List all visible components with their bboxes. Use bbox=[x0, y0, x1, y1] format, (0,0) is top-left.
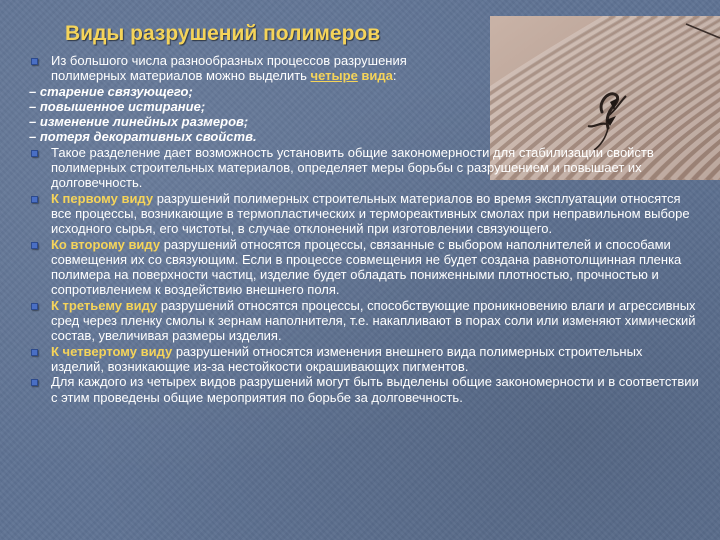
second-kind-paragraph bbox=[31, 237, 699, 298]
final-paragraph bbox=[31, 374, 699, 405]
third-kind-text: разрушений относятся процессы, способствующие проникновению влаги и агрессивных сред через пленку смолы к зернам наполнителя, т.е. накапливают в порах соли или изменяют химический состав, увеличивая размеры изделия. bbox=[51, 297, 696, 344]
fourth-kind-lead: К четвертому виду bbox=[51, 343, 173, 359]
intro-paragraph bbox=[31, 53, 699, 84]
square-bullet-icon bbox=[31, 349, 38, 356]
square-bullet-icon bbox=[31, 58, 38, 65]
second-kind-lead: Ко второму виду bbox=[51, 236, 161, 252]
square-bullet-icon bbox=[31, 303, 38, 310]
intro-text-3: : bbox=[392, 68, 397, 84]
first-kind-paragraph bbox=[31, 191, 699, 237]
general-text: Такое разделение дает возможность установить общие закономерности для стабилизации свойств полимерных строительных материалов, определяет меры борьбы с разрушением и повышает их долговечность. bbox=[51, 144, 654, 191]
intro-text-2: полимерных материалов можно выделить bbox=[51, 68, 311, 84]
slide-title: Виды разрушений полимеров bbox=[65, 22, 381, 45]
square-bullet-icon bbox=[31, 379, 38, 386]
dash-item-decorative: – потеря декоративных свойств. bbox=[29, 129, 257, 145]
dash-item-dimensions: – изменение линейных размеров; bbox=[29, 114, 249, 130]
first-kind-lead: К первому виду bbox=[51, 190, 154, 206]
square-bullet-icon bbox=[31, 196, 38, 203]
square-bullet-icon bbox=[31, 242, 38, 249]
intro-highlight-kinds: вида bbox=[357, 68, 393, 84]
first-kind-text: разрушений полимерных строительных материалов во время эксплуатации относятся все процессы, возникающие в термопластических и термореактивных смолах при неправильном выборе исходного сырья, его чистоты, в случае отклонений при изготовлении связующего. bbox=[51, 190, 690, 237]
fourth-kind-paragraph bbox=[31, 344, 699, 375]
general-paragraph bbox=[31, 145, 699, 191]
third-kind-paragraph bbox=[31, 298, 699, 344]
dash-item-aging: – старение связующего; bbox=[29, 83, 193, 99]
fourth-kind-text: разрушений относятся изменения внешнего вида полимерных строительных изделий, возникающие из-за нестойкости окрашивающих пигментов. bbox=[51, 343, 643, 374]
dash-item-abrasion: – повышенное истирание; bbox=[29, 98, 206, 114]
square-bullet-icon bbox=[31, 150, 38, 157]
second-kind-text: разрушений относятся процессы, связанные с выбором наполнителей и способами совмещения их со связующим. Если в процессе совмещения не будет создана равнотолщинная пленка полимера на поверхности частиц, изделие будет обладать пониженными плотностью, прочностью и сопротивлением к воздействию внешнего поля. bbox=[51, 236, 682, 298]
intro-highlight-four: четыре bbox=[310, 68, 358, 84]
intro-text-1: Из большого числа разнообразных процессов разрушения bbox=[51, 53, 407, 68]
slide-body bbox=[31, 53, 699, 405]
final-text: Для каждого из четырех видов разрушений могут быть выделены общие закономерности и в соответствии с этим проведены общие мероприятия по борьбе за долговечность. bbox=[51, 374, 699, 405]
third-kind-lead: К третьему виду bbox=[51, 297, 158, 313]
